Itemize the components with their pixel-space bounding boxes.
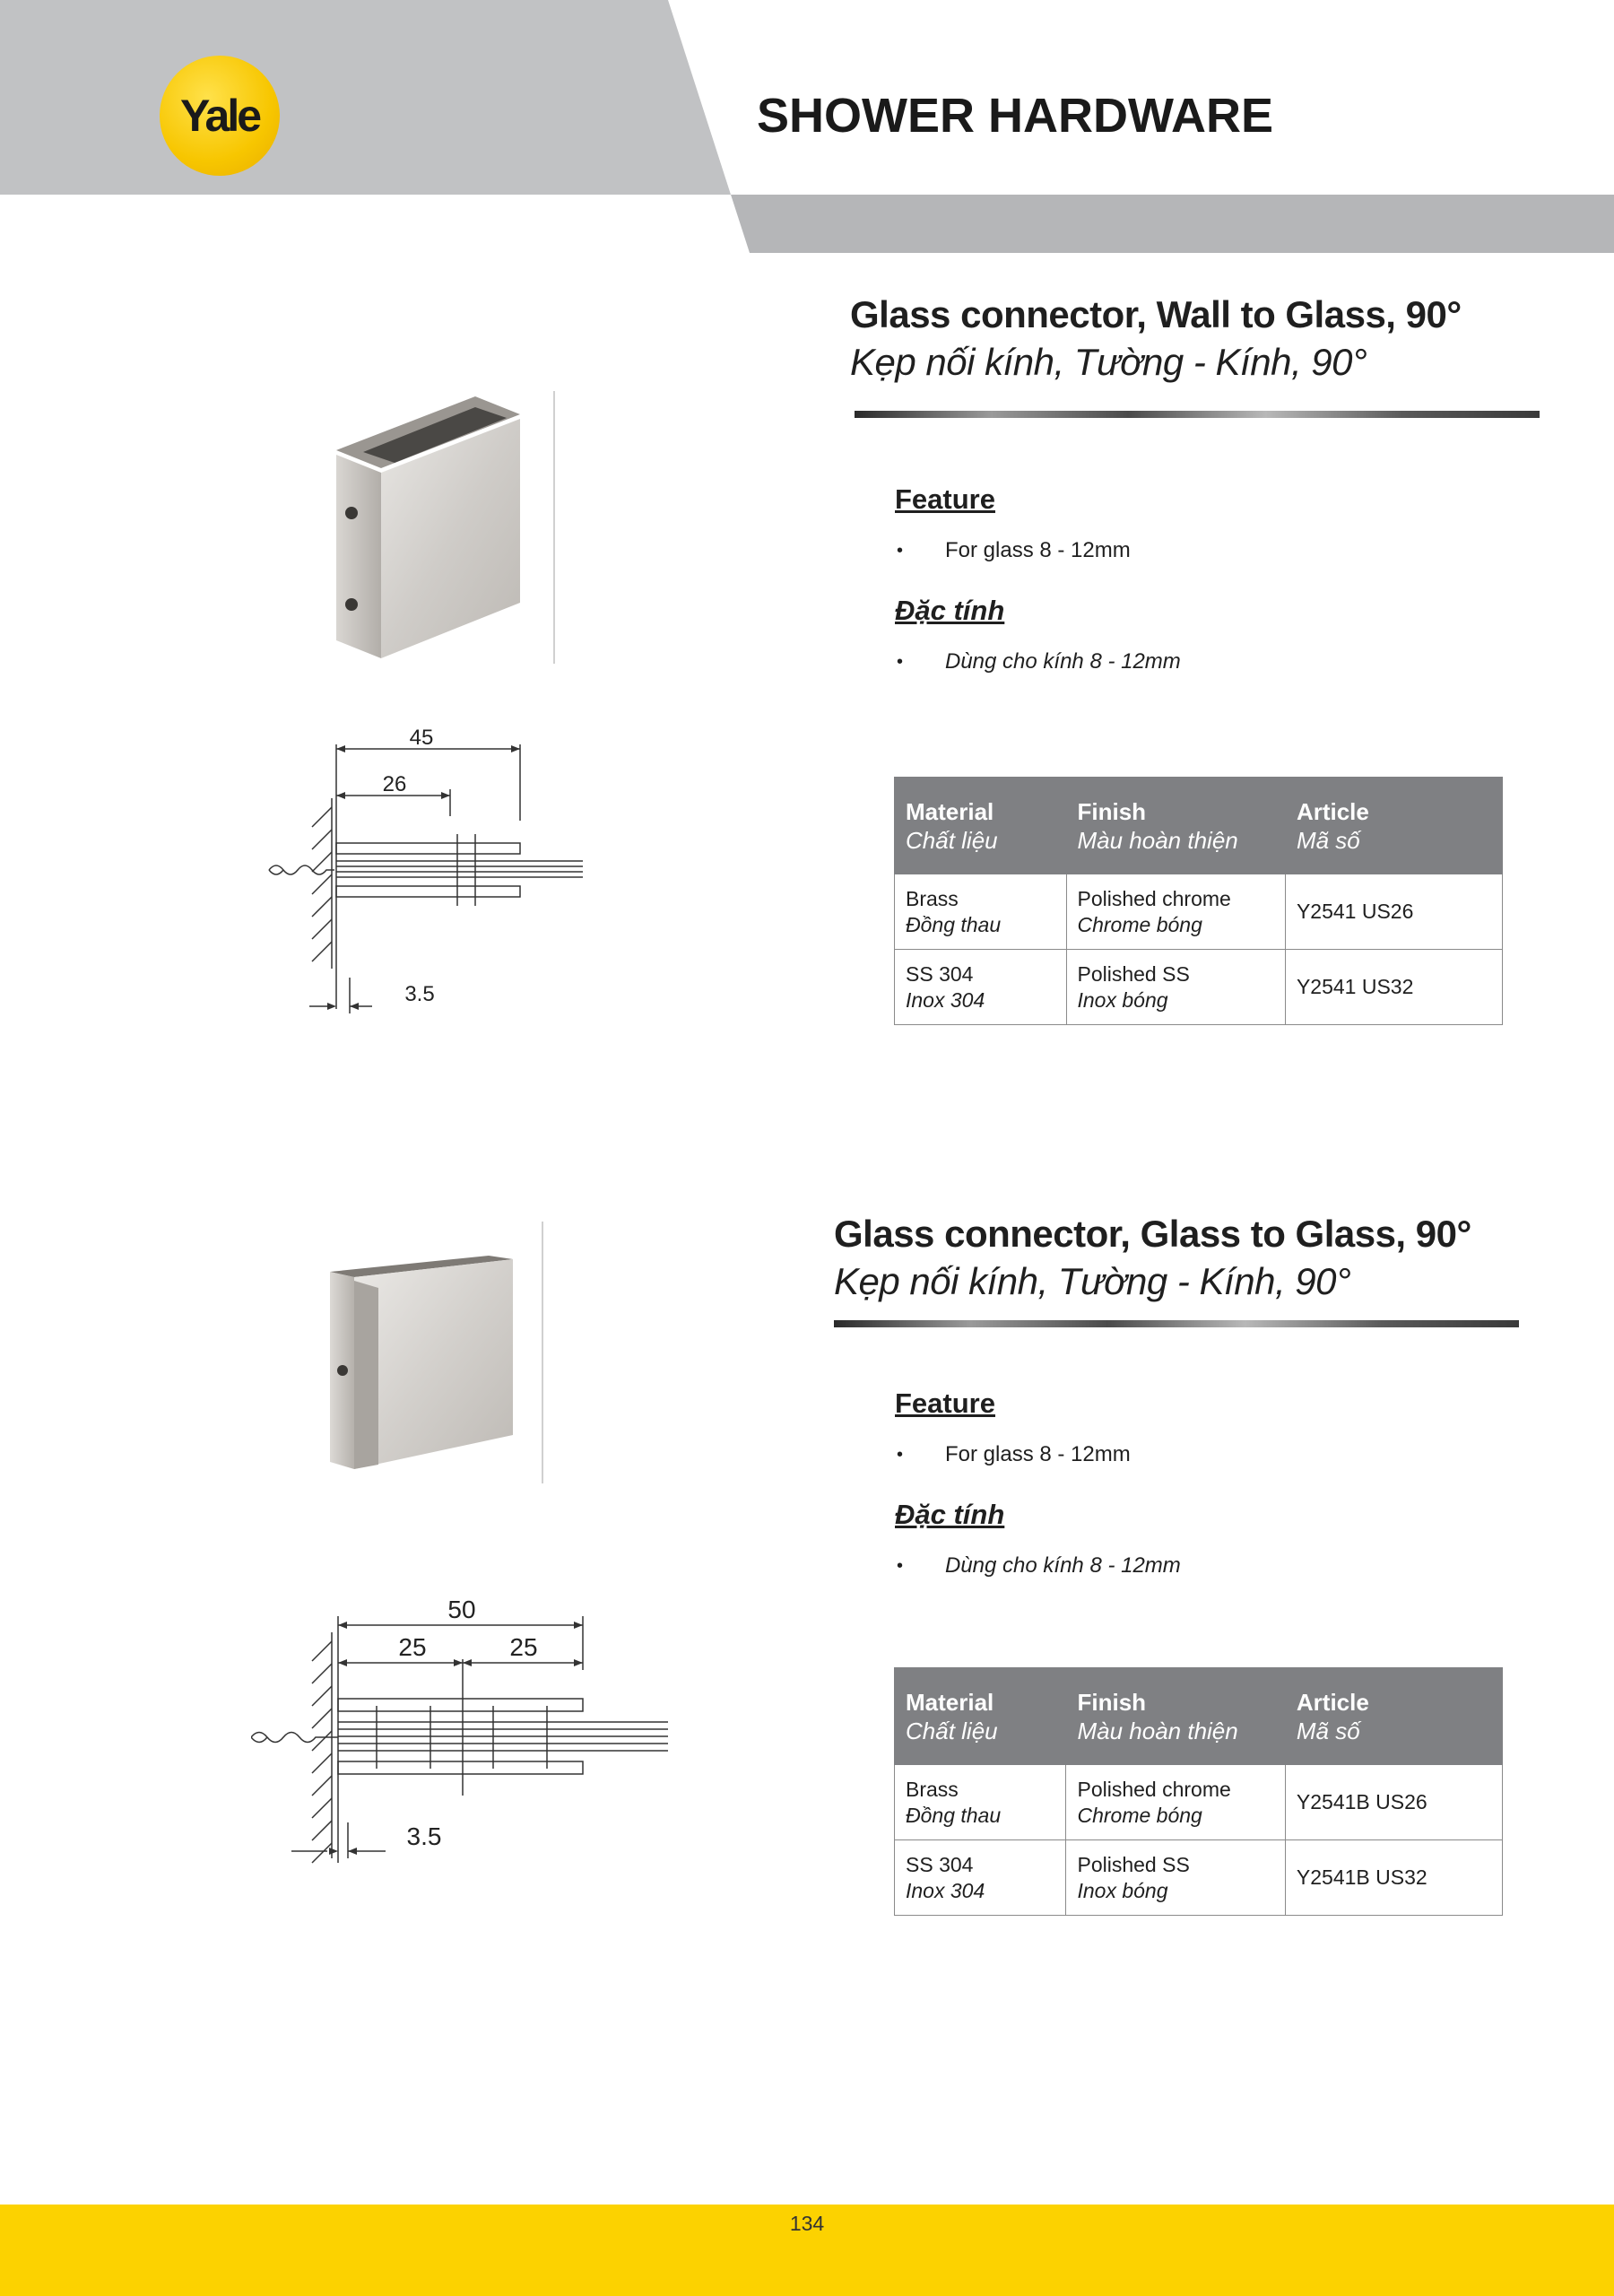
table-row (895, 874, 1503, 950)
feature-item-vn: Dùng cho kính 8 - 12mm (945, 1553, 1181, 1578)
table-row (895, 950, 1503, 1025)
bullet-icon: • (897, 1556, 904, 1576)
dim-3-5: 3.5 (406, 1822, 442, 1850)
cell-article: Y2541B US32 (1285, 1840, 1502, 1916)
header-article: Article Mã số (1285, 1668, 1502, 1765)
feature-item: For glass 8 - 12mm (945, 1442, 1131, 1466)
cell-material: SS 304 Inox 304 (895, 950, 1067, 1025)
product-2-photo (296, 1218, 565, 1487)
bullet-icon: • (897, 541, 904, 561)
feature-heading: Feature (895, 1387, 995, 1419)
feature-heading-vn: Đặc tính (895, 595, 1005, 626)
product-1-title-vn: Kẹp nối kính, Tường - Kính, 90° (850, 341, 1367, 383)
product-2-dimension-drawing (251, 1589, 681, 1876)
table-row (895, 1840, 1503, 1916)
product-1-divider (855, 411, 1540, 418)
dim-45: 45 (409, 726, 434, 750)
header-article: Article Mã số (1285, 778, 1502, 874)
cell-finish: Polished chrome Chrome bóng (1066, 874, 1285, 950)
header-finish: Finish Màu hoàn thiện (1066, 1668, 1285, 1765)
bullet-icon: • (897, 652, 904, 672)
feature-item: For glass 8 - 12mm (945, 538, 1131, 562)
header-material: Material Chất liệu (895, 778, 1067, 874)
cell-material: Brass Đồng thau (895, 1765, 1066, 1840)
product-1-spec-table (894, 777, 1503, 1025)
cell-material: Brass Đồng thau (895, 874, 1067, 950)
feature-item-vn: Dùng cho kính 8 - 12mm (945, 649, 1181, 674)
product-2-title: Glass connector, Glass to Glass, 90° (834, 1213, 1471, 1255)
feature-heading-vn: Đặc tính (895, 1499, 1005, 1530)
cell-finish: Polished SS Inox bóng (1066, 1840, 1285, 1916)
cell-article: Y2541 US26 (1285, 874, 1502, 950)
dim-26: 26 (382, 772, 407, 796)
page-title: SHOWER HARDWARE (757, 89, 1273, 143)
dim-50: 50 (447, 1596, 476, 1623)
cell-finish: Polished chrome Chrome bóng (1066, 1765, 1285, 1840)
header-material: Material Chất liệu (895, 1668, 1066, 1765)
header-finish: Finish Màu hoàn thiện (1066, 778, 1285, 874)
page-number: 134 (789, 2212, 825, 2235)
dim-25-left: 25 (398, 1633, 427, 1661)
table-header-row (895, 1668, 1503, 1765)
cell-material: SS 304 Inox 304 (895, 1840, 1066, 1916)
product-2-title-vn: Kẹp nối kính, Tường - Kính, 90° (834, 1260, 1351, 1302)
feature-heading: Feature (895, 483, 995, 515)
product-1-photo (296, 387, 565, 667)
cell-article: Y2541 US32 (1285, 950, 1502, 1025)
dim-3-5: 3.5 (404, 982, 435, 1006)
dim-25-right: 25 (509, 1633, 538, 1661)
cell-article: Y2541B US26 (1285, 1765, 1502, 1840)
yale-logo: Yale (160, 56, 280, 176)
bullet-icon: • (897, 1445, 904, 1465)
product-2-divider (834, 1320, 1519, 1327)
table-row (895, 1765, 1503, 1840)
cell-finish: Polished SS Inox bóng (1066, 950, 1285, 1025)
product-1-dimension-drawing (260, 718, 601, 1022)
table-header-row (895, 778, 1503, 874)
product-2-spec-table (894, 1667, 1503, 1916)
product-1-title: Glass connector, Wall to Glass, 90° (850, 293, 1462, 335)
